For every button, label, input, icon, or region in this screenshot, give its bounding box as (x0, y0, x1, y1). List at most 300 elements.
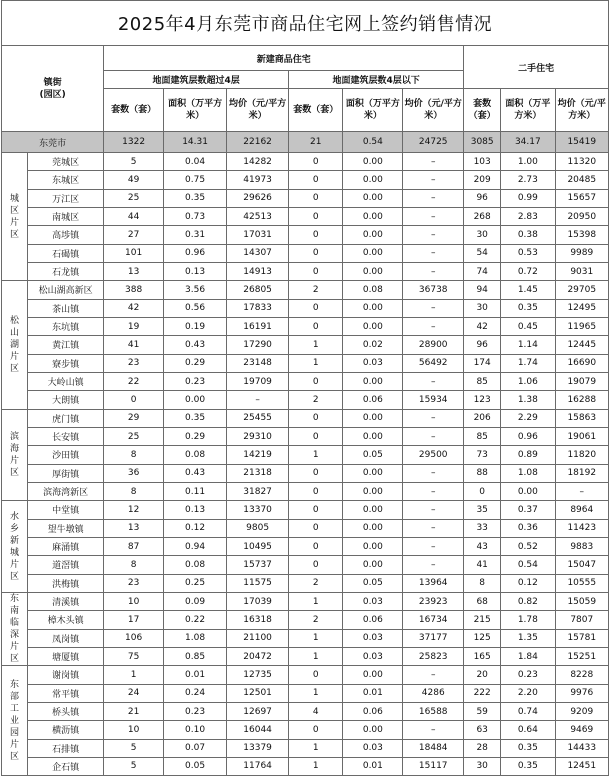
value-cell: 42 (464, 317, 501, 335)
value-cell: 0.00 (343, 262, 403, 280)
table-row (2, 501, 609, 519)
town-name: 樟木头镇 (28, 611, 104, 629)
value-cell: 8 (104, 482, 164, 500)
value-cell: 37177 (403, 629, 464, 647)
value-cell: 388 (104, 281, 164, 299)
value-cell: 0.00 (343, 171, 403, 189)
town-name: 中堂镇 (28, 501, 104, 519)
region-group-char: 东 (10, 594, 20, 605)
table-row (2, 519, 609, 537)
value-cell: 215 (464, 611, 501, 629)
value-cell: 0 (289, 464, 343, 482)
region-group-char: 水 (10, 511, 20, 522)
value-cell: 0.00 (343, 207, 403, 225)
value-cell: 0.43 (164, 464, 227, 482)
value-cell: 31827 (227, 482, 289, 500)
value-cell: 0.06 (343, 702, 403, 720)
value-cell: – (403, 262, 464, 280)
table-row (2, 427, 609, 445)
town-name: 企石镇 (28, 757, 104, 775)
value-cell: 26805 (227, 281, 289, 299)
town-name: 谢岗镇 (28, 666, 104, 684)
value-cell: 2.29 (501, 409, 555, 427)
region-group-char: 片 (10, 559, 20, 570)
value-cell: 30 (464, 299, 501, 317)
value-cell: 0.05 (343, 574, 403, 592)
value-cell: 23 (104, 354, 164, 372)
table-row (2, 537, 609, 555)
value-cell: – (403, 153, 464, 171)
region-group-char: 东 (10, 679, 20, 690)
value-cell: 0.00 (343, 427, 403, 445)
value-cell: 0.00 (343, 189, 403, 207)
value-cell: 13370 (227, 501, 289, 519)
town-name: 横沥镇 (28, 721, 104, 739)
value-cell: 0.37 (501, 501, 555, 519)
value-cell: 15934 (403, 391, 464, 409)
table-row (2, 153, 609, 171)
value-cell: 0.31 (164, 226, 227, 244)
value-cell: 30 (464, 757, 501, 775)
region-group-char: 片 (10, 217, 20, 228)
value-cell: 20472 (227, 647, 289, 665)
value-cell: 174 (464, 354, 501, 372)
value-cell: 8 (104, 446, 164, 464)
table-row (2, 666, 609, 684)
total-cell: 21 (289, 132, 343, 153)
value-cell: 15047 (555, 556, 608, 574)
value-cell: 11320 (555, 153, 608, 171)
value-cell: 1 (289, 592, 343, 610)
value-cell: 0.00 (343, 537, 403, 555)
value-cell: 1.00 (501, 153, 555, 171)
value-cell: 21100 (227, 629, 289, 647)
town-name: 南城区 (28, 207, 104, 225)
value-cell: 1.45 (501, 281, 555, 299)
value-cell: 15059 (555, 592, 608, 610)
table-row (2, 244, 609, 262)
value-cell: 5 (104, 739, 164, 757)
value-cell: 23923 (403, 592, 464, 610)
value-cell: 0.94 (164, 537, 227, 555)
table-row (2, 317, 609, 335)
table-row (2, 336, 609, 354)
region-group-char: 海 (10, 443, 20, 454)
value-cell: 75 (104, 647, 164, 665)
region-group-char: 区 (10, 205, 20, 216)
value-cell: 11764 (227, 757, 289, 775)
value-cell: – (403, 666, 464, 684)
value-cell: 0.00 (343, 409, 403, 427)
table-row (2, 409, 609, 427)
value-cell: 0.08 (343, 281, 403, 299)
area-header: 面积（万平方米） (343, 89, 403, 132)
value-cell: 7807 (555, 611, 608, 629)
town-name: 茶山镇 (28, 299, 104, 317)
value-cell: 12735 (227, 666, 289, 684)
value-cell: 0.00 (343, 226, 403, 244)
town-name: 万江区 (28, 189, 104, 207)
value-cell: 29310 (227, 427, 289, 445)
value-cell: 8964 (555, 501, 608, 519)
value-cell: 11575 (227, 574, 289, 592)
value-cell: 0.72 (501, 262, 555, 280)
value-cell: 16588 (403, 702, 464, 720)
region-group-label (2, 153, 28, 281)
region-group-char: 城 (10, 547, 20, 558)
town-name: 望牛墩镇 (28, 519, 104, 537)
value-cell: 36 (104, 464, 164, 482)
units-header: 套数（套） (464, 89, 501, 132)
town-name: 麻涌镇 (28, 537, 104, 555)
value-cell: 1.35 (501, 629, 555, 647)
town-name: 长安镇 (28, 427, 104, 445)
value-cell: 42513 (227, 207, 289, 225)
region-group-label (2, 281, 28, 409)
value-cell: 10495 (227, 537, 289, 555)
table-row (2, 391, 609, 409)
value-cell: 21318 (227, 464, 289, 482)
value-cell: 0.10 (164, 721, 227, 739)
town-name: 东城区 (28, 171, 104, 189)
value-cell: – (403, 537, 464, 555)
value-cell: 15863 (555, 409, 608, 427)
value-cell: 0.00 (501, 482, 555, 500)
table-row (2, 299, 609, 317)
value-cell: 0.12 (164, 519, 227, 537)
value-cell: 15781 (555, 629, 608, 647)
value-cell: 0 (289, 482, 343, 500)
region-group-char: 园 (10, 727, 20, 738)
value-cell: 9883 (555, 537, 608, 555)
value-cell: 0.29 (164, 427, 227, 445)
value-cell: 0 (289, 226, 343, 244)
table-row (2, 629, 609, 647)
value-cell: 5 (104, 757, 164, 775)
value-cell: 0.00 (343, 482, 403, 500)
value-cell: 9989 (555, 244, 608, 262)
value-cell: 88 (464, 464, 501, 482)
second-hand-header: 二手住宅 (464, 46, 609, 89)
value-cell: 14219 (227, 446, 289, 464)
value-cell: 0.11 (164, 482, 227, 500)
value-cell: 0.23 (164, 702, 227, 720)
table-row (2, 281, 609, 299)
value-cell: 9805 (227, 519, 289, 537)
region-group-label (2, 592, 28, 665)
value-cell: 19079 (555, 372, 608, 390)
town-name: 大朗镇 (28, 391, 104, 409)
value-cell: 22 (104, 372, 164, 390)
value-cell: 0.23 (164, 372, 227, 390)
region-group-char: 工 (10, 703, 20, 714)
value-cell: 1 (289, 336, 343, 354)
value-cell: 12697 (227, 702, 289, 720)
region-group-char: 临 (10, 618, 20, 629)
value-cell: 0 (289, 207, 343, 225)
value-cell: 222 (464, 684, 501, 702)
units-header: 套数（套） (289, 89, 343, 132)
town-name: 石碣镇 (28, 244, 104, 262)
value-cell: 0.54 (501, 556, 555, 574)
value-cell: 0 (289, 721, 343, 739)
region-group-char: 湖 (10, 339, 20, 350)
value-cell: 206 (464, 409, 501, 427)
region-group-label (2, 409, 28, 501)
table-row (2, 574, 609, 592)
value-cell: 0.06 (343, 391, 403, 409)
value-cell: 15398 (555, 226, 608, 244)
value-cell: – (403, 299, 464, 317)
value-cell: 0 (289, 666, 343, 684)
value-cell: – (403, 501, 464, 519)
town-name: 黄江镇 (28, 336, 104, 354)
total-cell: 22162 (227, 132, 289, 153)
value-cell: – (403, 372, 464, 390)
town-name: 松山湖高新区 (28, 281, 104, 299)
region-group-char: 片 (10, 642, 20, 653)
value-cell: 0.13 (164, 262, 227, 280)
region-group-char: 山 (10, 327, 20, 338)
value-cell: 0.96 (164, 244, 227, 262)
value-cell: 0.35 (164, 189, 227, 207)
area-header: 面积（万平方米） (501, 89, 555, 132)
value-cell: 56492 (403, 354, 464, 372)
value-cell: 2 (289, 574, 343, 592)
town-name: 虎门镇 (28, 409, 104, 427)
value-cell: 0 (289, 189, 343, 207)
value-cell: 59 (464, 702, 501, 720)
value-cell: 15737 (227, 556, 289, 574)
value-cell: 1.14 (501, 336, 555, 354)
value-cell: 1 (289, 739, 343, 757)
value-cell: 42 (104, 299, 164, 317)
town-name: 厚街镇 (28, 464, 104, 482)
value-cell: 0.03 (343, 739, 403, 757)
value-cell: 8 (464, 574, 501, 592)
value-cell: 41 (104, 336, 164, 354)
value-cell: 0.38 (501, 226, 555, 244)
value-cell: 17031 (227, 226, 289, 244)
value-cell: – (403, 482, 464, 500)
region-group-char: 区 (10, 654, 20, 665)
total-cell: 15419 (555, 132, 608, 153)
town-name: 东坑镇 (28, 317, 104, 335)
value-cell: 0 (289, 317, 343, 335)
above-4-floors-header: 地面建筑层数超过4层 (104, 71, 289, 89)
value-cell: 12445 (555, 336, 608, 354)
value-cell: 18192 (555, 464, 608, 482)
value-cell: 17290 (227, 336, 289, 354)
value-cell: 16044 (227, 721, 289, 739)
value-cell: – (403, 427, 464, 445)
value-cell: 14282 (227, 153, 289, 171)
value-cell: 19 (104, 317, 164, 335)
region-group-char: 南 (10, 606, 20, 617)
value-cell: 1 (289, 629, 343, 647)
value-cell: 0.00 (164, 391, 227, 409)
value-cell: 54 (464, 244, 501, 262)
table-row (2, 702, 609, 720)
value-cell: 0.00 (343, 519, 403, 537)
value-cell: 20950 (555, 207, 608, 225)
value-cell: 11965 (555, 317, 608, 335)
table-row (2, 556, 609, 574)
value-cell: 27 (104, 226, 164, 244)
value-cell: 30 (464, 226, 501, 244)
value-cell: 209 (464, 171, 501, 189)
value-cell: 0 (289, 537, 343, 555)
value-cell: 0.89 (501, 446, 555, 464)
table-row (2, 592, 609, 610)
value-cell: 18484 (403, 739, 464, 757)
value-cell: 123 (464, 391, 501, 409)
value-cell: 23148 (227, 354, 289, 372)
value-cell: 0.05 (343, 446, 403, 464)
value-cell: 0.52 (501, 537, 555, 555)
value-cell: 15117 (403, 757, 464, 775)
value-cell: 0.00 (343, 317, 403, 335)
value-cell: 0.00 (343, 556, 403, 574)
value-cell: 13 (104, 262, 164, 280)
value-cell: 29705 (555, 281, 608, 299)
value-cell: 0.09 (164, 592, 227, 610)
table-row (2, 482, 609, 500)
value-cell: 12 (104, 501, 164, 519)
value-cell: 0.00 (343, 666, 403, 684)
region-group-char: 区 (10, 751, 20, 762)
value-cell: 0.64 (501, 721, 555, 739)
region-group-char: 区 (10, 571, 20, 582)
value-cell: 106 (104, 629, 164, 647)
region-group-char: 新 (10, 535, 20, 546)
value-cell: 16288 (555, 391, 608, 409)
value-cell: 0.08 (164, 446, 227, 464)
region-group-char: 城 (10, 193, 20, 204)
value-cell: – (403, 244, 464, 262)
value-cell: 25823 (403, 647, 464, 665)
area-header: 面积（万平方米） (164, 89, 227, 132)
value-cell: 0.53 (501, 244, 555, 262)
value-cell: 0.03 (343, 354, 403, 372)
value-cell: 0.13 (164, 501, 227, 519)
value-cell: 85 (464, 372, 501, 390)
value-cell: 0 (289, 427, 343, 445)
value-cell: 0.85 (164, 647, 227, 665)
value-cell: 0.01 (164, 666, 227, 684)
value-cell: 33 (464, 519, 501, 537)
area-header-line2: (园区) (39, 89, 66, 100)
value-cell: 0.01 (343, 684, 403, 702)
value-cell: 87 (104, 537, 164, 555)
region-group-char: 片 (10, 455, 20, 466)
value-cell: 25455 (227, 409, 289, 427)
value-cell: 0.00 (343, 721, 403, 739)
town-name: 洪梅镇 (28, 574, 104, 592)
town-name: 桥头镇 (28, 702, 104, 720)
value-cell: 35 (464, 501, 501, 519)
value-cell: 63 (464, 721, 501, 739)
value-cell: 0.74 (501, 702, 555, 720)
town-name: 寮步镇 (28, 354, 104, 372)
value-cell: 14433 (555, 739, 608, 757)
units-header: 套数（套） (104, 89, 164, 132)
table-row (2, 684, 609, 702)
value-cell: 16734 (403, 611, 464, 629)
value-cell: 68 (464, 592, 501, 610)
value-cell: 0.05 (164, 757, 227, 775)
value-cell: 0.35 (501, 757, 555, 775)
value-cell: 0.75 (164, 171, 227, 189)
region-group-char: 乡 (10, 523, 20, 534)
value-cell: – (403, 519, 464, 537)
value-cell: 16690 (555, 354, 608, 372)
region-group-char: 片 (10, 739, 20, 750)
value-cell: 1.38 (501, 391, 555, 409)
value-cell: 24 (104, 684, 164, 702)
value-cell: 2.83 (501, 207, 555, 225)
value-cell: 0.00 (343, 372, 403, 390)
value-cell: 0.24 (164, 684, 227, 702)
value-cell: 0.00 (343, 244, 403, 262)
value-cell: 0 (289, 299, 343, 317)
value-cell: 125 (464, 629, 501, 647)
value-cell: 1 (289, 684, 343, 702)
total-cell: 3085 (464, 132, 501, 153)
price-header: 均价（元/平方米） (403, 89, 464, 132)
town-name: 常平镇 (28, 684, 104, 702)
table-row (2, 647, 609, 665)
total-cell: 14.31 (164, 132, 227, 153)
sales-table (1, 0, 609, 776)
value-cell: 1.74 (501, 354, 555, 372)
value-cell: 73 (464, 446, 501, 464)
value-cell: 43 (464, 537, 501, 555)
value-cell: 101 (104, 244, 164, 262)
value-cell: – (403, 464, 464, 482)
value-cell: 0.12 (501, 574, 555, 592)
value-cell: 15251 (555, 647, 608, 665)
area-header-line1: 镇街 (43, 77, 62, 88)
value-cell: 0 (289, 556, 343, 574)
value-cell: 0.73 (164, 207, 227, 225)
region-group-label (2, 501, 28, 593)
value-cell: 11423 (555, 519, 608, 537)
value-cell: 0.35 (501, 299, 555, 317)
value-cell: 1.08 (164, 629, 227, 647)
town-name: 凤岗镇 (28, 629, 104, 647)
area-column-header (2, 46, 104, 132)
value-cell: 20 (464, 666, 501, 684)
value-cell: 1 (289, 354, 343, 372)
value-cell: 165 (464, 647, 501, 665)
value-cell: 2.73 (501, 171, 555, 189)
value-cell: 0 (104, 391, 164, 409)
value-cell: 0 (289, 409, 343, 427)
value-cell: 0 (464, 482, 501, 500)
value-cell: 28900 (403, 336, 464, 354)
total-cell: 1322 (104, 132, 164, 153)
value-cell: 0 (289, 244, 343, 262)
value-cell: 103 (464, 153, 501, 171)
value-cell: 0.29 (164, 354, 227, 372)
value-cell: 9209 (555, 702, 608, 720)
value-cell: 0.22 (164, 611, 227, 629)
value-cell: 11820 (555, 446, 608, 464)
region-group-char: 区 (10, 229, 20, 240)
town-name: 高埗镇 (28, 226, 104, 244)
region-group-label (2, 666, 28, 776)
